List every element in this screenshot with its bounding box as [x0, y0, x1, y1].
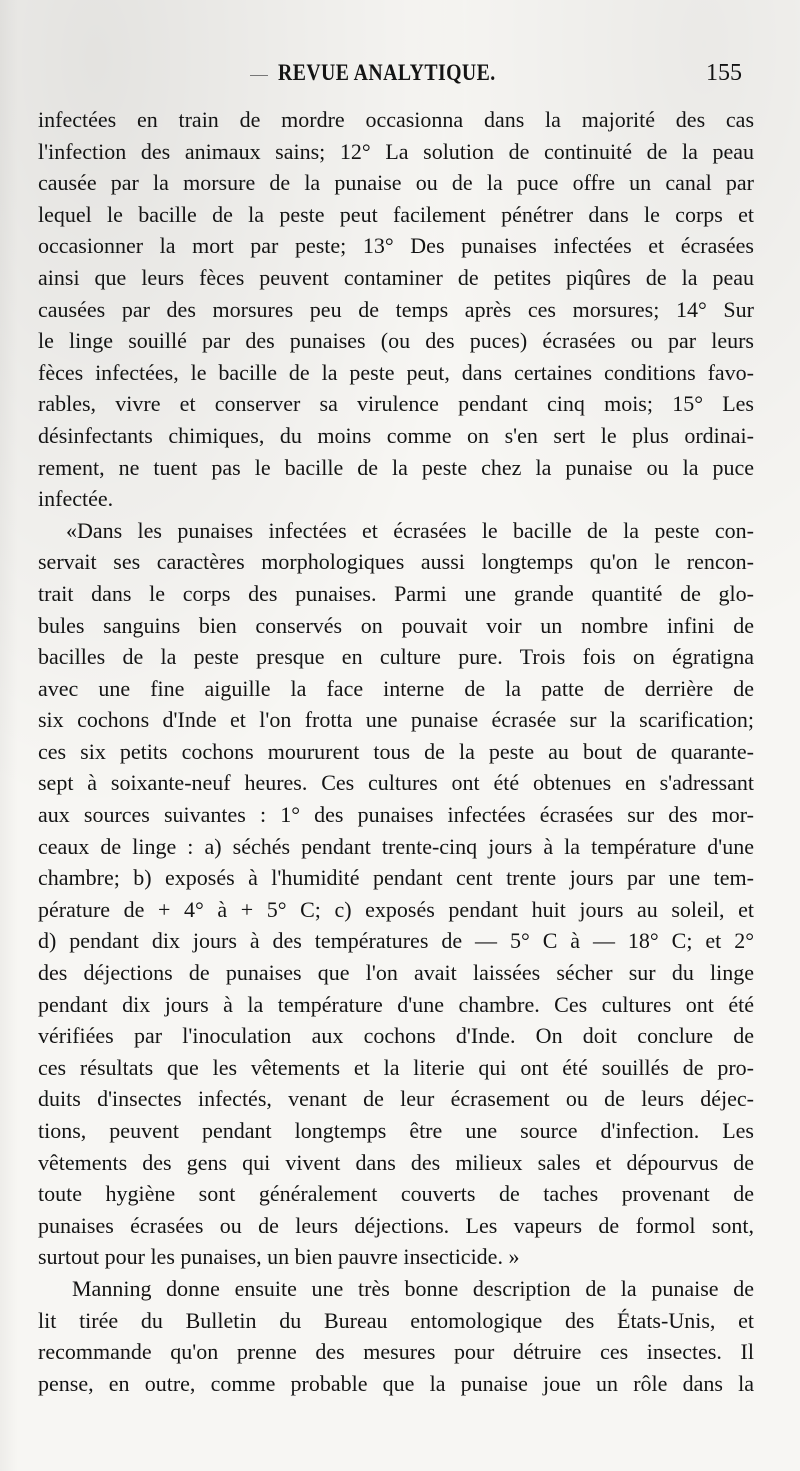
text-line: vérifiées par l'inoculation aux cochons d'Inde. On doit conclure de — [38, 1023, 754, 1049]
text-line: Manning donne ensuite une très bonne description de la punaise de — [72, 1275, 754, 1301]
text-line: lequel le bacille de la peste peut facilement pénétrer dans le corps et — [38, 201, 754, 227]
text-line: chambre; b) exposés à l'humidité pendant cent trente jours par une tem- — [38, 865, 754, 891]
page-number: 155 — [706, 60, 742, 86]
text-line: infectée. — [38, 486, 114, 512]
text-line: servait ses caractères morphologiques aussi longtemps qu'on le rencon- — [38, 549, 754, 575]
text-line: avec une fine aiguille la face interne de la patte de derrière de — [38, 675, 754, 701]
text-line: bacilles de la peste presque en culture pure. Trois fois on égratigna — [38, 644, 754, 670]
text-line: fèces infectées, le bacille de la peste peut, dans certaines conditions favo- — [38, 359, 754, 385]
body-text — [38, 104, 754, 1399]
text-line: tions, peuvent pendant longtemps être une source d'infection. Les — [38, 1118, 754, 1143]
text-line: causées par des morsures peu de temps après ces morsures; 14° Sur — [38, 296, 754, 322]
text-line: pense, en outre, comme probable que la punaise joue un rôle dans la — [38, 1370, 754, 1396]
text-line: bules sanguins bien conservés on pouvait voir un nombre infini de — [38, 612, 754, 638]
text-line: ainsi que leurs fèces peuvent contaminer de petites piqûres de la peau — [38, 264, 754, 290]
text-line: recommande qu'on prenne des mesures pour détruire ces insectes. Il — [38, 1339, 754, 1365]
text-line: des déjections de punaises que l'on avait laissées sécher sur du linge — [38, 960, 754, 986]
text-line: l'infection des animaux sains; 12° La solution de continuité de la peau — [38, 138, 754, 164]
text-line: lit tirée du Bulletin du Bureau entomologique des États-Unis, et — [38, 1307, 754, 1333]
text-line: désinfectants chimiques, du moins comme on s'en sert le plus ordinai- — [38, 422, 754, 448]
text-line: rables, vivre et conserver sa virulence pendant cinq mois; 15° Les — [38, 391, 754, 417]
text-line: surtout pour les punaises, un bien pauvre insecticide. » — [38, 1244, 520, 1270]
text-line: toute hygiène sont généralement couverts de taches provenant de — [38, 1181, 754, 1207]
text-line: infectées en train de mordre occasionna dans la majorité des cas — [38, 107, 754, 132]
text-line: ces résultats que les vêtements et la literie qui ont été souillés de pro- — [38, 1054, 754, 1080]
text-line: le linge souillé par des punaises (ou des puces) écrasées ou par leurs — [38, 328, 754, 354]
page-header — [250, 60, 746, 96]
text-line: vêtements des gens qui vivent dans des milieux sales et dépourvus de — [38, 1149, 754, 1175]
text-line: pendant dix jours à la température d'une chambre. Ces cultures ont été — [38, 991, 754, 1017]
text-line: trait dans le corps des punaises. Parmi une grande quantité de glo- — [38, 580, 754, 606]
running-title: REVUE ANALYTIQUE. — [278, 60, 496, 85]
text-line: rement, ne tuent pas le bacille de la peste chez la punaise ou la puce — [38, 454, 754, 480]
text-line: aux sources suivantes : 1° des punaises infectées écrasées sur des mor- — [38, 802, 754, 828]
text-line: d) pendant dix jours à des températures de — 5° C à — 18° C; et 2° — [38, 928, 754, 954]
text-line: duits d'insectes infectés, venant de leur écrasement ou de leurs déjec- — [38, 1086, 754, 1112]
text-line: causée par la morsure de la punaise ou de la puce offre un canal par — [38, 170, 754, 196]
text-line: ces six petits cochons moururent tous de la peste au bout de quarante- — [38, 738, 754, 764]
text-line: punaises écrasées ou de leurs déjections. Les vapeurs de formol sont, — [38, 1212, 754, 1238]
text-line: ceaux de linge : a) séchés pendant trente-cinq jours à la température d'une — [38, 833, 754, 859]
text-line: six cochons d'Inde et l'on frotta une punaise écrasée sur la scarification; — [38, 707, 754, 733]
text-line: «Dans les punaises infectées et écrasées le bacille de la peste con- — [66, 517, 754, 543]
text-line: occasionner la mort par peste; 13° Des punaises infectées et écrasées — [38, 233, 754, 259]
header-rule — [250, 75, 268, 76]
text-line: pérature de + 4° à + 5° C; c) exposés pendant huit jours au soleil, et — [38, 896, 754, 922]
text-line: sept à soixante-neuf heures. Ces cultures ont été obtenues en s'adressant — [38, 770, 754, 796]
